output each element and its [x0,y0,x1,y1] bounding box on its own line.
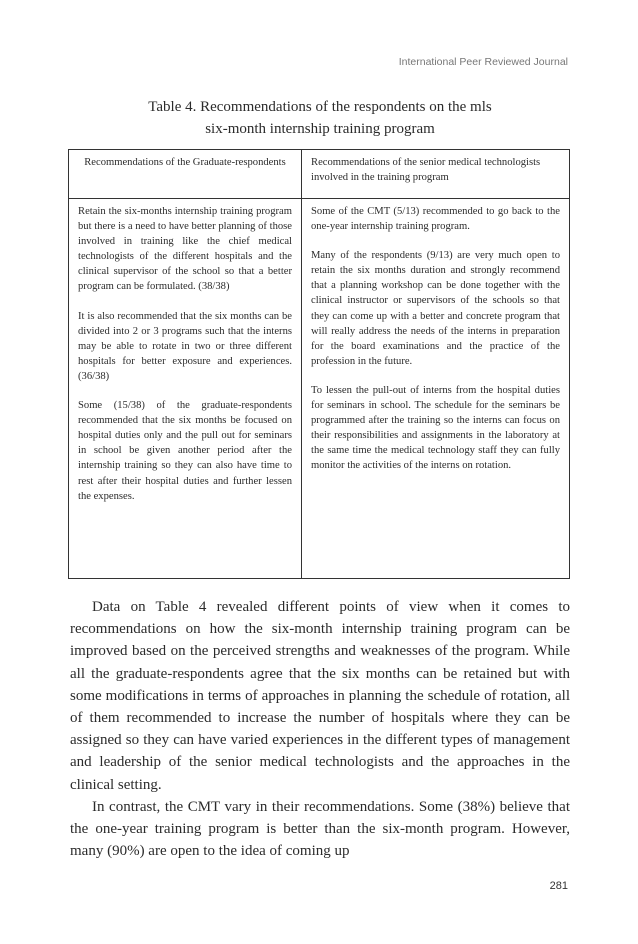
body-paragraph-1: Data on Table 4 revealed different points of view when it comes to recommendations on how the six-month internship training program can be improved based on the perceived strengths and weaknesses of the program. While all the graduate-respondents agree that the six months can be retained but with some modifications in terms of approaches in planning the schedule of rotation, all of them recommended to increase the number of hospitals where they can be assigned so they can have varied experiences in the different types of management and leadership of the senior medical technologists and the approaches in the clinical setting. [70,599,570,793]
table-body-row [69,199,570,579]
body-paragraph-2: In contrast, the CMT vary in their recommendations. Some (38%) believe that the one-year training program is better than the six-month program. However, many (90%) are open to the idea of coming up [70,798,570,860]
header-senior-medical-technologists: Recommendations of the senior medical technologists involved in the training program [302,150,570,199]
page-number: 281 [549,880,568,892]
header-graduate-respondents: Recommendations of the Graduate-respondents [69,150,302,199]
body-text [70,596,570,862]
table-header-row [69,150,570,199]
graduate-recommendations-cell [69,199,302,579]
recommendations-table [68,149,570,579]
graduate-recommendation-2: It is also recommended that the six months can be divided into 2 or 3 programs such that the interns may be able to rotate in two or three different hospitals for better exposure and experiences. (36/38) [78,310,292,382]
running-head: International Peer Reviewed Journal [398,56,568,68]
table-caption-line-1: Table 4. Recommendations of the respondents on the mls [148,99,492,115]
graduate-recommendation-3: Some (15/38) of the graduate-respondents recommended that the six months be focused on hospital duties only and the pull out for seminars in school be given another period after the internship training so they can also have time to rest after their hospital duties and further lessen the expenses. [78,400,292,502]
cmt-recommendation-3: To lessen the pull-out of interns from the hospital duties for seminars in school. The schedule for the seminars be programmed after the training so the interns can focus on their responsibilities and assignments in the laboratory at the same time the medical technology staff they can fully monitor the activities of the interns on rotation. [311,384,560,472]
cmt-recommendations-cell [302,199,570,579]
graduate-recommendation-1: Retain the six-months internship training program but there is a need to have better planning of those involved in training like the chief medical technologists of the different hospitals and the clinical supervisor of the school so that a better program can be formulated. (38/38) [78,206,292,293]
table-caption-line-2: six-month internship training program [205,121,435,137]
cmt-recommendation-1: Some of the CMT (5/13) recommended to go back to the one-year internship training program. [311,206,560,233]
cmt-recommendation-2: Many of the respondents (9/13) are very much open to retain the six months duration and strongly recommend that a planning workshop can be done together with the clinical instructor or supervisors of the schools so that they can come up with a better and concrete program that will really address the needs of the interns in preparation for the board examinations and the practice of the profession in the future. [311,250,560,367]
table-caption [70,96,570,140]
